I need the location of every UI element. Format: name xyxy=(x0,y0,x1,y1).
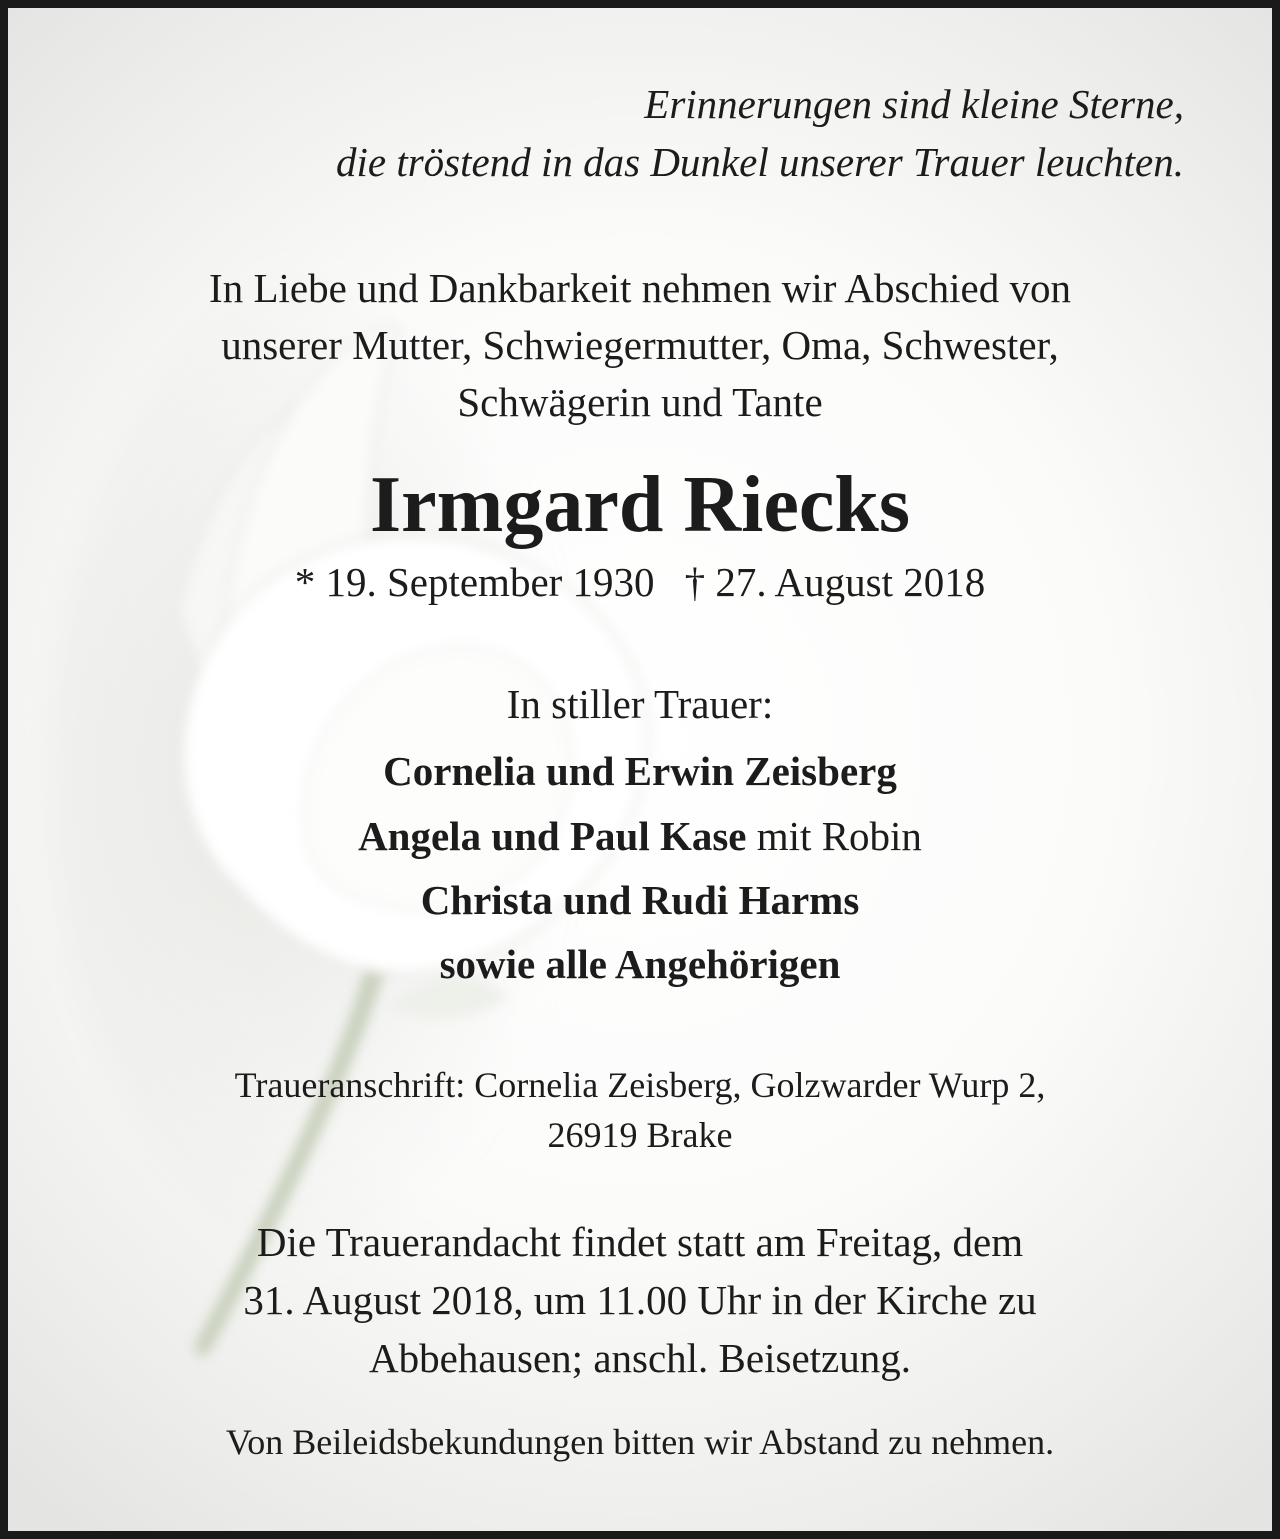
mourning-heading: In stiller Trauer: xyxy=(506,681,774,727)
mourner-line-2-names: Angela und Paul Kase xyxy=(358,813,747,859)
mourner-line-4: sowie alle Angehörigen xyxy=(439,941,841,987)
mourner-line-1: Cornelia und Erwin Zeisberg xyxy=(383,748,897,794)
intro-line-3: Schwägerin und Tante xyxy=(457,379,823,425)
quote-line-2: die tröstend in das Dunkel unserer Trauer leuchten. xyxy=(336,139,1184,185)
service-line-1: Die Trauerandacht findet statt am Freitag, dem xyxy=(256,1219,1024,1265)
death-date: † 27. August 2018 xyxy=(684,559,986,605)
mourner-line-3: Christa und Rudi Harms xyxy=(420,877,860,923)
mourner-line-2-suffix: mit Robin xyxy=(746,813,922,859)
life-dates xyxy=(8,558,1272,606)
service-line-2: 31. August 2018, um 11.00 Uhr in der Kirche zu xyxy=(243,1277,1037,1323)
birth-date: * 19. September 1930 xyxy=(294,559,655,605)
closing-note: Von Beileidsbekundungen bitten wir Abstand zu nehmen. xyxy=(225,1422,1055,1462)
intro-line-2: unserer Mutter, Schwiegermutter, Oma, Schwester, xyxy=(221,322,1059,368)
service-line-3: Abbehausen; anschl. Beisetzung. xyxy=(369,1335,911,1381)
address-line-2: 26919 Brake xyxy=(547,1115,733,1155)
deceased-name: Irmgard Riecks xyxy=(370,461,910,549)
mourner-line-2 xyxy=(8,812,1272,860)
address-line-1: Traueranschrift: Cornelia Zeisberg, Golzwarder Wurp 2, xyxy=(234,1065,1046,1105)
quote-line-1: Erinnerungen sind kleine Sterne, xyxy=(644,81,1184,127)
intro-line-1: In Liebe und Dankbarkeit nehmen wir Abschied von xyxy=(209,265,1071,311)
